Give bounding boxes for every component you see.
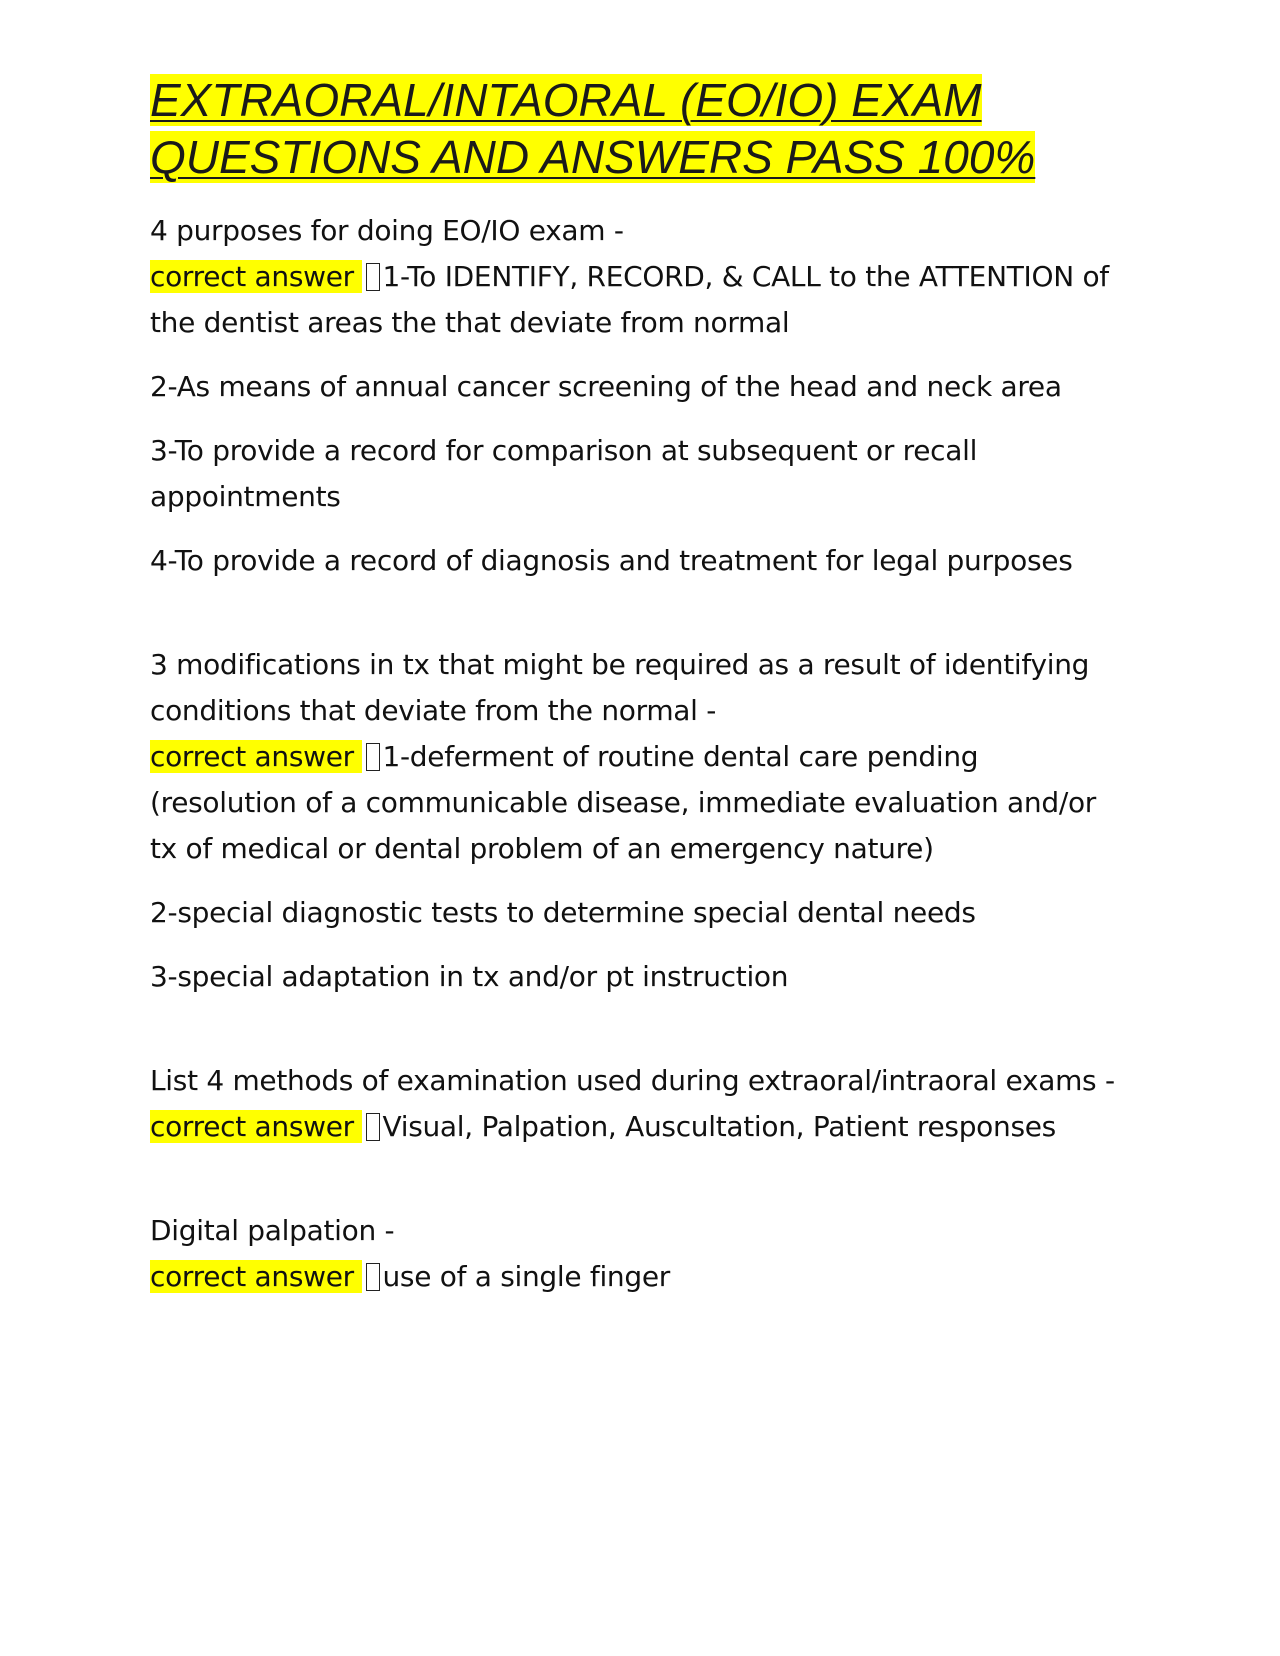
question-text: 4 purposes for doing EO/IO exam - — [150, 214, 624, 247]
question-text: Digital palpation - — [150, 1214, 395, 1247]
qa-block — [150, 1208, 1130, 1300]
box-icon — [366, 1113, 380, 1141]
box-icon — [366, 1263, 380, 1291]
qa-item — [150, 1208, 1130, 1300]
qa-block — [150, 642, 1130, 872]
qa-item — [150, 642, 1130, 1000]
answer-label: correct answer — [150, 740, 363, 773]
answer-line: 2-special diagnostic tests to determine special dental needs — [150, 896, 976, 929]
qa-block — [150, 208, 1130, 346]
answer-line: 4-To provide a record of diagnosis and treatment for legal purposes — [150, 544, 1073, 577]
box-icon — [366, 743, 380, 771]
qa-block — [150, 1058, 1130, 1150]
answer-line: 3-special adaptation in tx and/or pt instruction — [150, 960, 789, 993]
answer-text: use of a single finger — [382, 1260, 670, 1293]
answer-line: 2-As means of annual cancer screening of the head and neck area — [150, 370, 1062, 403]
question-text: 3 modifications in tx that might be required as a result of identifying conditions that deviate from the normal - — [150, 648, 1090, 727]
title-line-2: QUESTIONS AND ANSWERS PASS 100% — [150, 131, 1036, 183]
title-line-1: EXTRAORAL/INTAORAL (EO/IO) EXAM — [150, 74, 982, 126]
answer-label: correct answer — [150, 260, 363, 293]
answer-text: Visual, Palpation, Auscultation, Patient responses — [382, 1110, 1056, 1143]
answer-text: 1-deferment of routine dental care pending (resolution of a communicable disease, immediate evaluation and/or tx of medical or dental problem of an emergency nature) — [150, 740, 1096, 865]
answer-text: 1-To IDENTIFY, RECORD, & CALL to the ATTENTION of the dentist areas the that deviate from normal — [150, 260, 1109, 339]
question-text: List 4 methods of examination used during extraoral/intraoral exams - — [150, 1064, 1115, 1097]
document-page — [150, 72, 1130, 1300]
answer-label: correct answer — [150, 1110, 363, 1143]
document-title — [150, 72, 1130, 186]
qa-item — [150, 1058, 1130, 1150]
box-icon — [366, 263, 380, 291]
answer-line: 3-To provide a record for comparison at subsequent or recall appointments — [150, 434, 978, 513]
answer-label: correct answer — [150, 1260, 363, 1293]
qa-item — [150, 208, 1130, 584]
